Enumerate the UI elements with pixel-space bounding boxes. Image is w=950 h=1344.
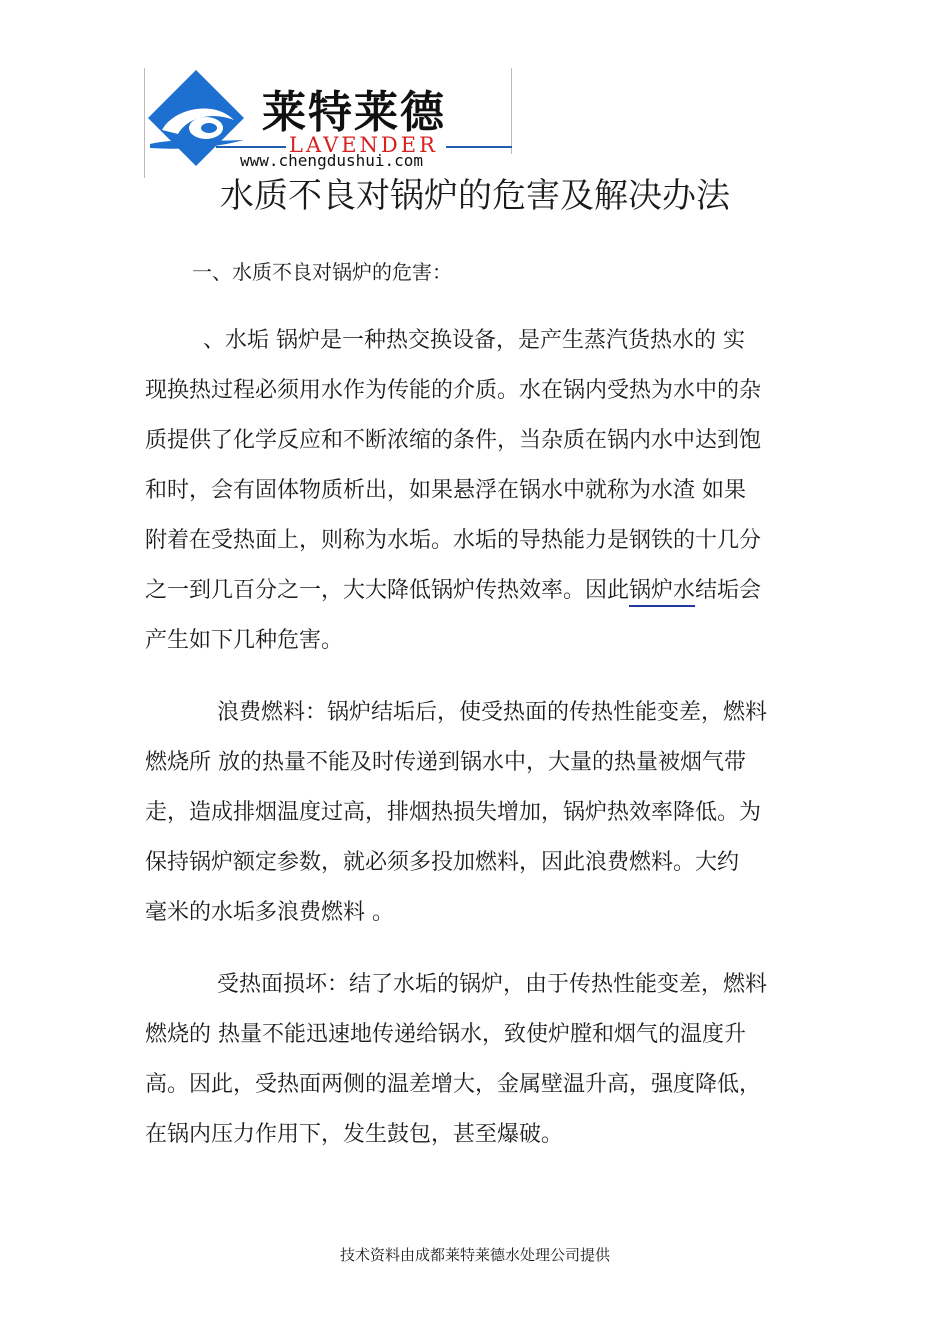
brand-rule-left <box>216 146 286 148</box>
paragraph-line: 浪费燃料：锅炉结垢后，使受热面的传热性能变差，燃料 <box>217 700 768 725</box>
paragraph-line: 毫米的水垢多浪费燃料 。 <box>145 900 394 925</box>
logo-border-right <box>511 68 512 154</box>
brand-name-en: LAVENDER <box>289 133 438 157</box>
paragraph-line: 和时，会有固体物质析出，如果悬浮在锅水中就称为水渣 如果 <box>145 478 746 503</box>
company-logo <box>144 68 514 178</box>
paragraph-fuel-waste <box>145 688 815 938</box>
paragraph-line: 质提供了化学反应和不断浓缩的条件，当杂质在锅内水中达到饱 <box>145 428 762 453</box>
paragraph-line <box>145 566 815 616</box>
paragraph-line: 产生如下几种危害。 <box>145 628 344 653</box>
paragraph-line: 燃烧所 放的热量不能及时传递到锅水中，大量的热量被烟气带 <box>145 750 746 775</box>
paragraph-text: 结垢会 <box>695 578 762 603</box>
paragraph-line: 附着在受热面上，则称为水垢。水垢的导热能力是钢铁的十几分 <box>145 528 762 553</box>
paragraph-scale <box>145 316 815 666</box>
section-heading: 一、水质不良对锅炉的危害： <box>192 260 452 284</box>
brand-url: www.chengdushui.com <box>240 151 424 170</box>
paragraph-line: 走，造成排烟温度过高，排烟热损失增加，锅炉热效率降低。为 <box>145 800 762 825</box>
paragraph-line: 现换热过程必须用水作为传能的介质。水在锅内受热为水中的杂 <box>145 378 762 403</box>
paragraph-line: 受热面损坏：结了水垢的锅炉，由于传热性能变差，燃料 <box>217 972 768 997</box>
boiler-water-link[interactable]: 锅炉水 <box>629 578 695 607</box>
paragraph-surface-damage <box>145 960 815 1160</box>
brand-name-cn: 莱特莱德 <box>262 87 446 138</box>
page-footer: 技术资料由成都莱特莱德水处理公司提供 <box>339 1246 610 1264</box>
paragraph-line: 在锅内压力作用下，发生鼓包，甚至爆破。 <box>145 1122 564 1147</box>
paragraph-text: 之一到几百分之一，大大降低锅炉传热效率。因此 <box>145 578 630 603</box>
document-title: 水质不良对锅炉的危害及解决办法 <box>220 176 730 216</box>
paragraph-line: 燃烧的 热量不能迅速地传递给锅水，致使炉膛和烟气的温度升 <box>145 1022 746 1047</box>
brand-rule-right <box>446 146 512 148</box>
paragraph-line: 、水垢 锅炉是一种热交换设备，是产生蒸汽货热水的 实 <box>203 328 745 353</box>
paragraph-line: 高。因此，受热面两侧的温差增大，金属壁温升高，强度降低， <box>145 1072 762 1097</box>
paragraph-line: 保持锅炉额定参数，就必须多投加燃料，因此浪费燃料。大约 <box>145 850 740 875</box>
